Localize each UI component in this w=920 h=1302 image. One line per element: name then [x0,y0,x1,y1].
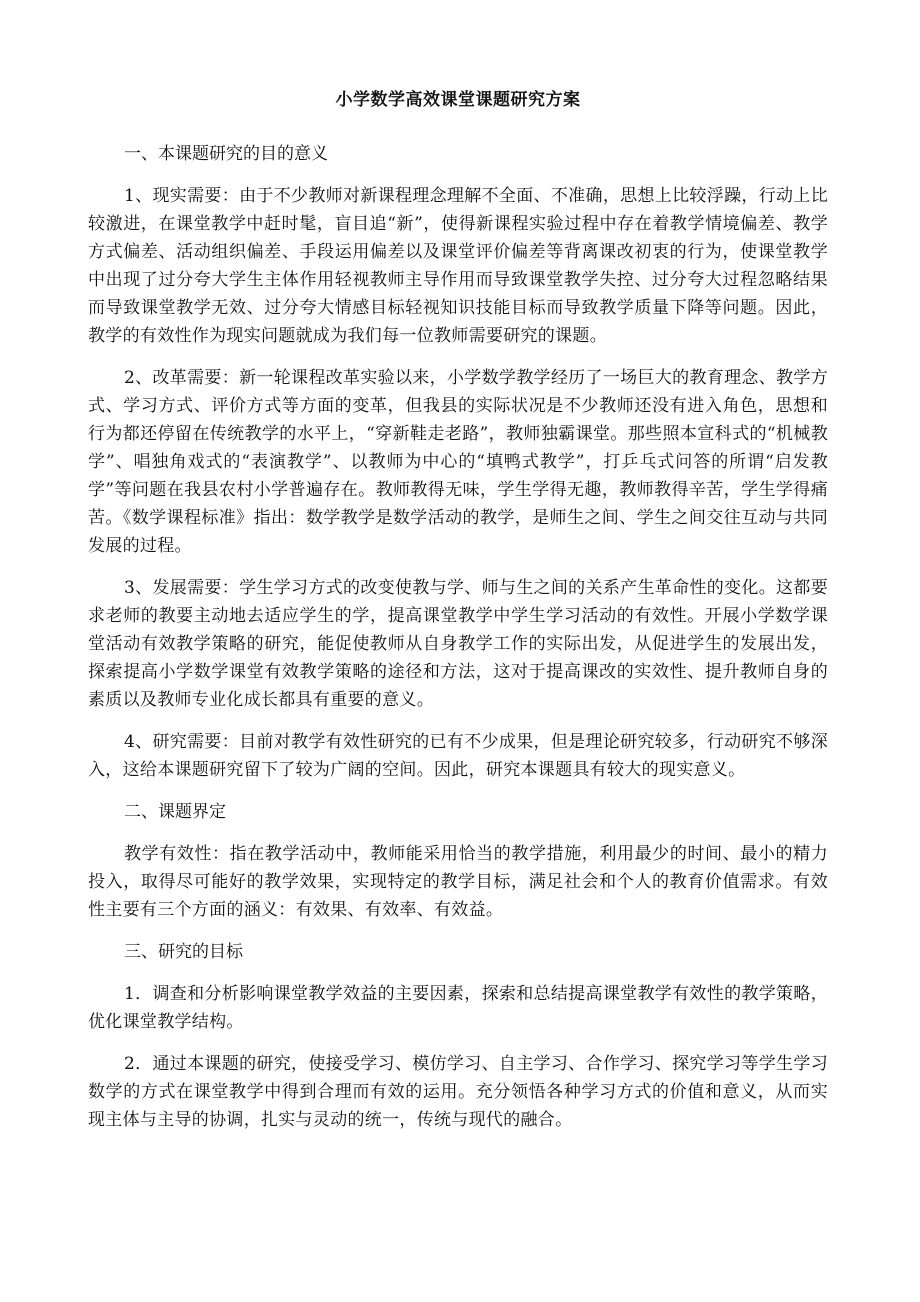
document-title: 小学数学高效课堂课题研究方案 [335,90,581,110]
paragraph-goal-2: 2．通过本课题的研究，使接受学习、模仿学习、自主学习、合作学习、探究学习等学生学习数学的方式在课堂教学中得到合理而有效的运用。充分领悟各种学习方式的价值和意义，从而实现主体与主导的协调，扎实与灵动的统一，传统与现代的融合。 [88,1054,828,1130]
paragraph-reform-need: 2、改革需要：新一轮课程改革实验以来，小学数学教学经历了一场巨大的教育理念、教学方式、学习方式、评价方式等方面的变革，但我县的实际状况是不少教师还没有进入角色，思想和行为都还停留在传统教学的水平上，“穿新鞋走老路”，教师独霸课堂。那些照本宣科式的“机械教学”、唱独角戏式的“表演教学”、以教师为中心的“填鸭式教学”，打乒乓式问答的所谓“启发教学”等问题在我县农村小学普遍存在。教师教得无味，学生学得无趣，教师教得辛苦，学生学得痛苦。《数学课程标准》指出：数学教学是数学活动的教学，是师生之间、学生之间交往互动与共同发展的过程。 [88,368,828,556]
document-content [88,86,828,1148]
section-heading-purpose: 一、本课题研究的目的意义 [124,144,328,164]
paragraph-development-need: 3、发展需要：学生学习方式的改变使教与学、师与生之间的关系产生革命性的变化。这都要求老师的教要主动地去适应学生的学，提高课堂教学中学生学习活动的有效性。开展小学数学课堂活动有效教学策略的研究，能促使教师从自身教学工作的实际出发，从促进学生的发展出发，探索提高小学数学课堂有效教学策略的途径和方法，这对于提高课改的实效性、提升教师自身的素质以及教师专业化成长都具有重要的意义。 [88,578,828,710]
paragraph-practical-need: 1、现实需要：由于不少教师对新课程理念理解不全面、不准确，思想上比较浮躁，行动上比较激进，在课堂教学中赶时髦，盲目追“新”，使得新课程实验过程中存在着教学情境偏差、教学方式偏差、活动组织偏差、手段运用偏差以及课堂评价偏差等背离课改初衷的行为，使课堂教学中出现了过分夸大学生主体作用轻视教师主导作用而导致课堂教学失控、过分夸大过程忽略结果而导致课堂教学无效、过分夸大情感目标轻视知识技能目标而导致教学质量下降等问题。因此，教学的有效性作为现实问题就成为我们每一位教师需要研究的课题。 [88,186,828,346]
section-heading-goals: 三、研究的目标 [124,942,243,962]
paragraph-teaching-effectiveness: 教学有效性：指在教学活动中，教师能采用恰当的教学措施，利用最少的时间、最小的精力投入，取得尽可能好的教学效果，实现特定的教学目标，满足社会和个人的教育价值需求。有效性主要有三个方面的涵义：有效果、有效率、有效益。 [88,844,828,920]
paragraph-goal-1: 1．调查和分析影响课堂教学效益的主要因素，探索和总结提高课堂教学有效性的教学策略，优化课堂教学结构。 [88,984,828,1032]
paragraph-research-need: 4、研究需要：目前对教学有效性研究的已有不少成果，但是理论研究较多，行动研究不够深入，这给本课题研究留下了较为广阔的空间。因此，研究本课题具有较大的现实意义。 [88,732,828,780]
section-heading-definition: 二、课题界定 [124,802,226,822]
